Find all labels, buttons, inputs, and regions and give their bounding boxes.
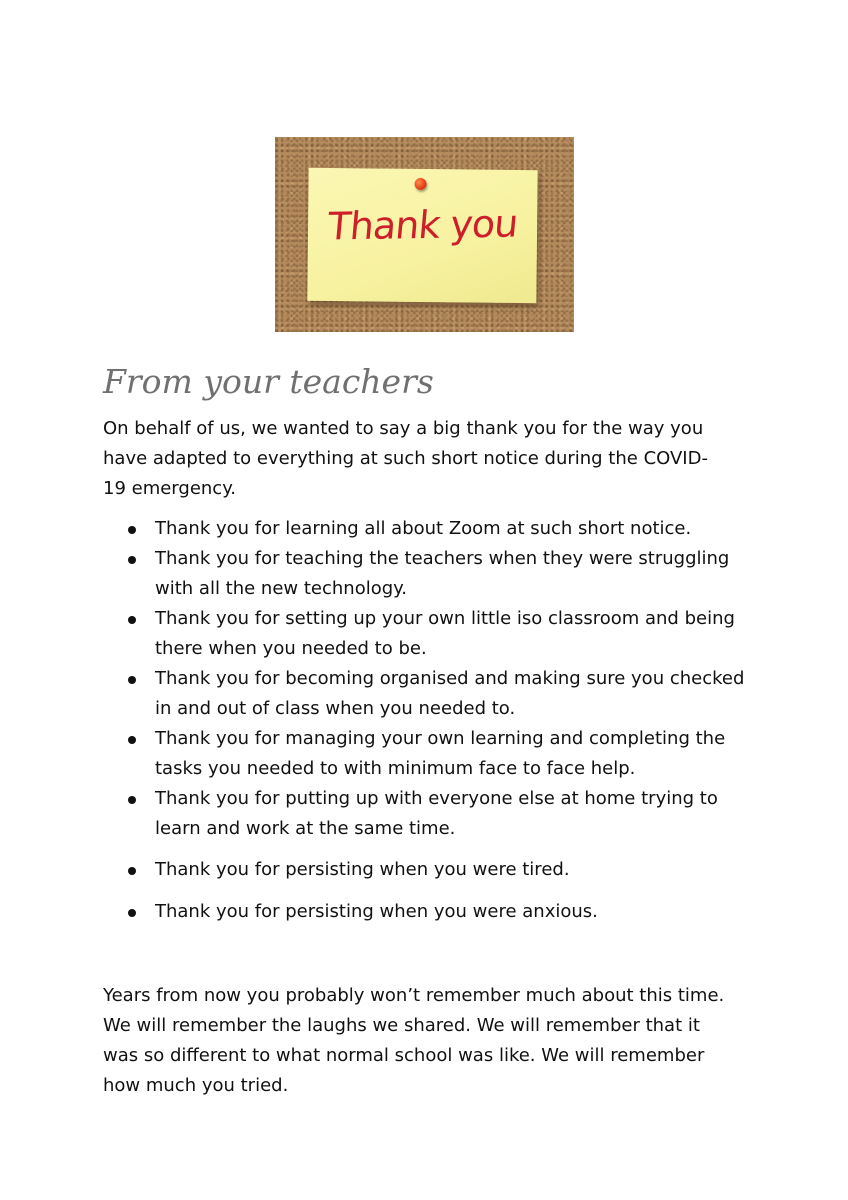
page-title: From your teachers: [103, 362, 434, 401]
intro-line: have adapted to everything at such short notice during the COVID-: [103, 448, 708, 469]
list-item-line: Thank you for learning all about Zoom at such short notice.: [155, 518, 692, 539]
list-item-line: in and out of class when you needed to.: [155, 698, 516, 719]
list-item-text: [155, 724, 725, 784]
sticky-note: [307, 168, 537, 303]
list-item-text: [155, 514, 691, 544]
list-item-text: [155, 897, 598, 927]
closing-line: We will remember the laughs we shared. We will remember that it: [103, 1015, 700, 1036]
list-item-text: [155, 604, 735, 664]
list-item-text: [155, 544, 729, 604]
list-item-text: [155, 664, 744, 724]
list-item-text: [155, 855, 570, 885]
list-item-line: Thank you for putting up with everyone else at home trying to: [155, 788, 718, 809]
list-item-line: with all the new technology.: [155, 578, 407, 599]
closing-line: Years from now you probably won’t remember much about this time.: [103, 985, 725, 1006]
bullet-icon: [128, 616, 136, 624]
bullet-icon: [128, 796, 136, 804]
list-item-line: Thank you for becoming organised and making sure you checked: [155, 668, 745, 689]
closing-line: how much you tried.: [103, 1075, 289, 1096]
bullet-icon: [128, 909, 136, 917]
closing-paragraph: [103, 981, 753, 1101]
thank-you-note-image: [275, 137, 574, 332]
list-item-line: Thank you for teaching the teachers when they were struggling: [155, 548, 730, 569]
bullet-icon: [128, 867, 136, 875]
closing-line: was so different to what normal school was like. We will remember: [103, 1045, 705, 1066]
intro-line: On behalf of us, we wanted to say a big thank you for the way you: [103, 418, 704, 439]
list-item-line: Thank you for persisting when you were tired.: [155, 859, 570, 880]
bullet-icon: [128, 556, 136, 564]
list-item-text: [155, 784, 718, 844]
list-item-line: tasks you needed to with minimum face to face help.: [155, 758, 636, 779]
bullet-icon: [128, 736, 136, 744]
bullet-icon: [128, 676, 136, 684]
note-handwriting: Thank you: [325, 201, 520, 249]
intro-line: 19 emergency.: [103, 478, 237, 499]
list-item-line: Thank you for managing your own learning and completing the: [155, 728, 726, 749]
list-item-line: learn and work at the same time.: [155, 818, 456, 839]
intro-paragraph: [103, 414, 753, 504]
list-item-line: there when you needed to be.: [155, 638, 427, 659]
list-item-line: Thank you for persisting when you were anxious.: [155, 901, 598, 922]
push-pin-icon: [414, 178, 426, 190]
bullet-icon: [128, 526, 136, 534]
list-item-line: Thank you for setting up your own little iso classroom and being: [155, 608, 735, 629]
